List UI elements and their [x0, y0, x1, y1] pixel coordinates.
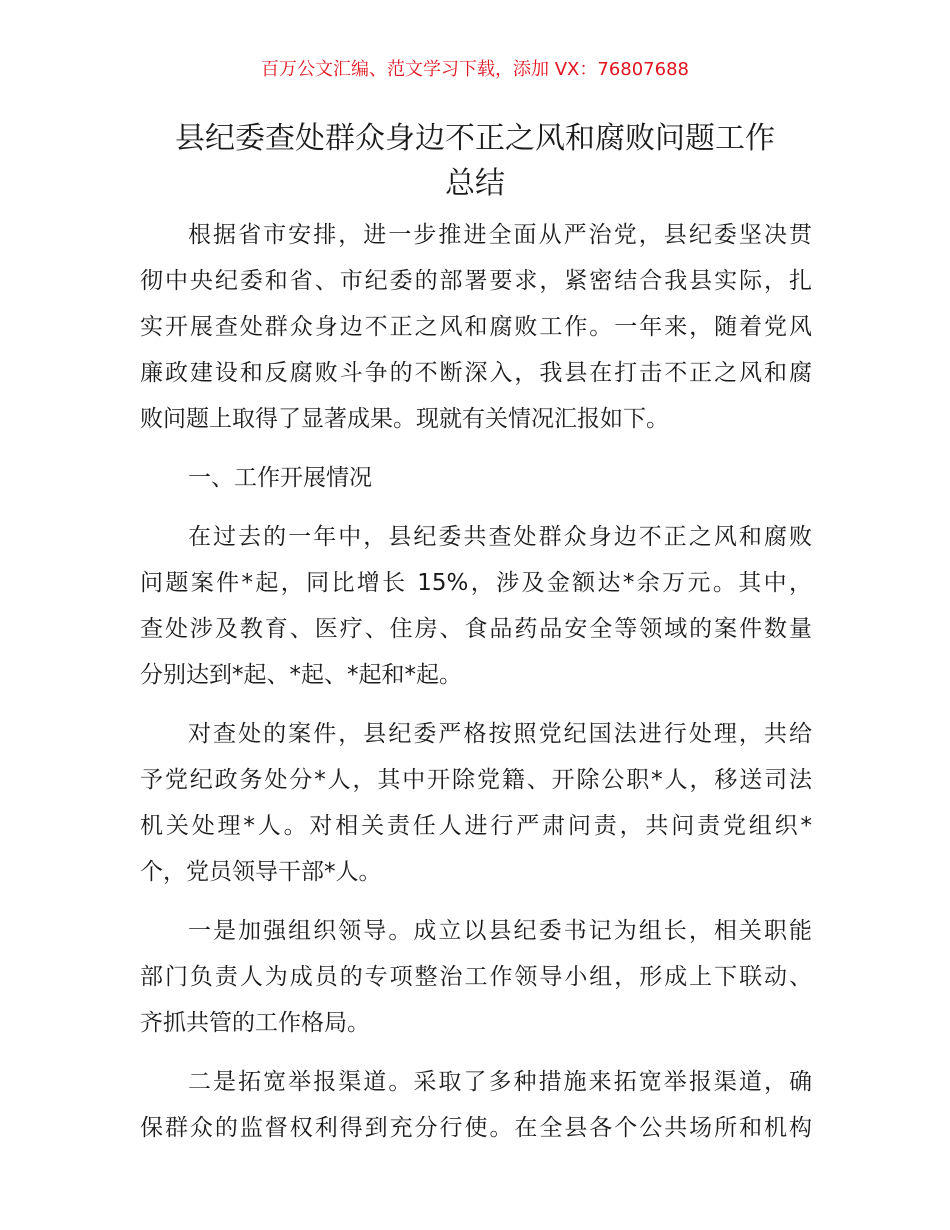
paragraph-line: 查处涉及教育、医疗、住房、食品药品安全等领域的案件数量 [140, 616, 812, 642]
paragraph-line: 廉政建设和反腐败斗争的不断深入，我县在打击不正之风和腐 [140, 360, 812, 386]
document-title [140, 116, 810, 206]
paragraph-line: 问题案件*起，同比增长 15%，涉及金额达*余万元。其中， [140, 570, 812, 596]
paragraph-line: 实开展查处群众身边不正之风和腐败工作。一年来，随着党风 [140, 314, 812, 340]
paragraph-line: 一是加强组织领导。成立以县纪委书记为组长，相关职能 [188, 918, 812, 944]
title-line: 总结 [445, 166, 505, 201]
paragraph-line: 部门负责人为成员的专项整治工作领导小组，形成上下联动、 [140, 964, 812, 990]
paragraph-line: 二是拓宽举报渠道。采取了多种措施来拓宽举报渠道，确 [188, 1069, 812, 1095]
paragraph-cases [140, 514, 812, 698]
paragraph-line: 败问题上取得了显著成果。现就有关情况汇报如下。 [140, 406, 669, 432]
paragraph-line: 齐抓共管的工作格局。 [140, 1010, 370, 1036]
paragraph-leadership [140, 908, 812, 1046]
paragraph-line: 在过去的一年中，县纪委共查处群众身边不正之风和腐败 [188, 524, 812, 550]
section-heading [140, 455, 812, 501]
watermark-header: 百万公文汇编、范文学习下载，添加 VX：76807688 [261, 59, 689, 80]
paragraph-line: 对查处的案件，县纪委严格按照党纪国法进行处理，共给 [188, 721, 812, 747]
document-body [140, 212, 812, 1164]
paragraph-line: 保群众的监督权利得到充分行使。在全县各个公共场所和机构 [140, 1115, 812, 1141]
paragraph-line: 个，党员领导干部*人。 [140, 859, 382, 885]
paragraph-intro [140, 212, 812, 442]
title-line: 县纪委查处群众身边不正之风和腐败问题工作 [175, 121, 775, 156]
paragraph-line: 机关处理*人。对相关责任人进行严肃问责，共问责党组织* [140, 813, 812, 839]
paragraph-line: 分别达到*起、*起、*起和*起。 [140, 662, 462, 688]
paragraph-line: 根据省市安排，进一步推进全面从严治党，县纪委坚决贯 [188, 222, 812, 248]
paragraph-handling [140, 711, 812, 895]
paragraph-line: 彻中央纪委和省、市纪委的部署要求，紧密结合我县实际，扎 [140, 268, 812, 294]
section-heading-text: 一、工作开展情况 [188, 465, 372, 491]
paragraph-reporting [140, 1059, 812, 1151]
paragraph-line: 予党纪政务处分*人，其中开除党籍、开除公职*人，移送司法 [140, 767, 812, 793]
